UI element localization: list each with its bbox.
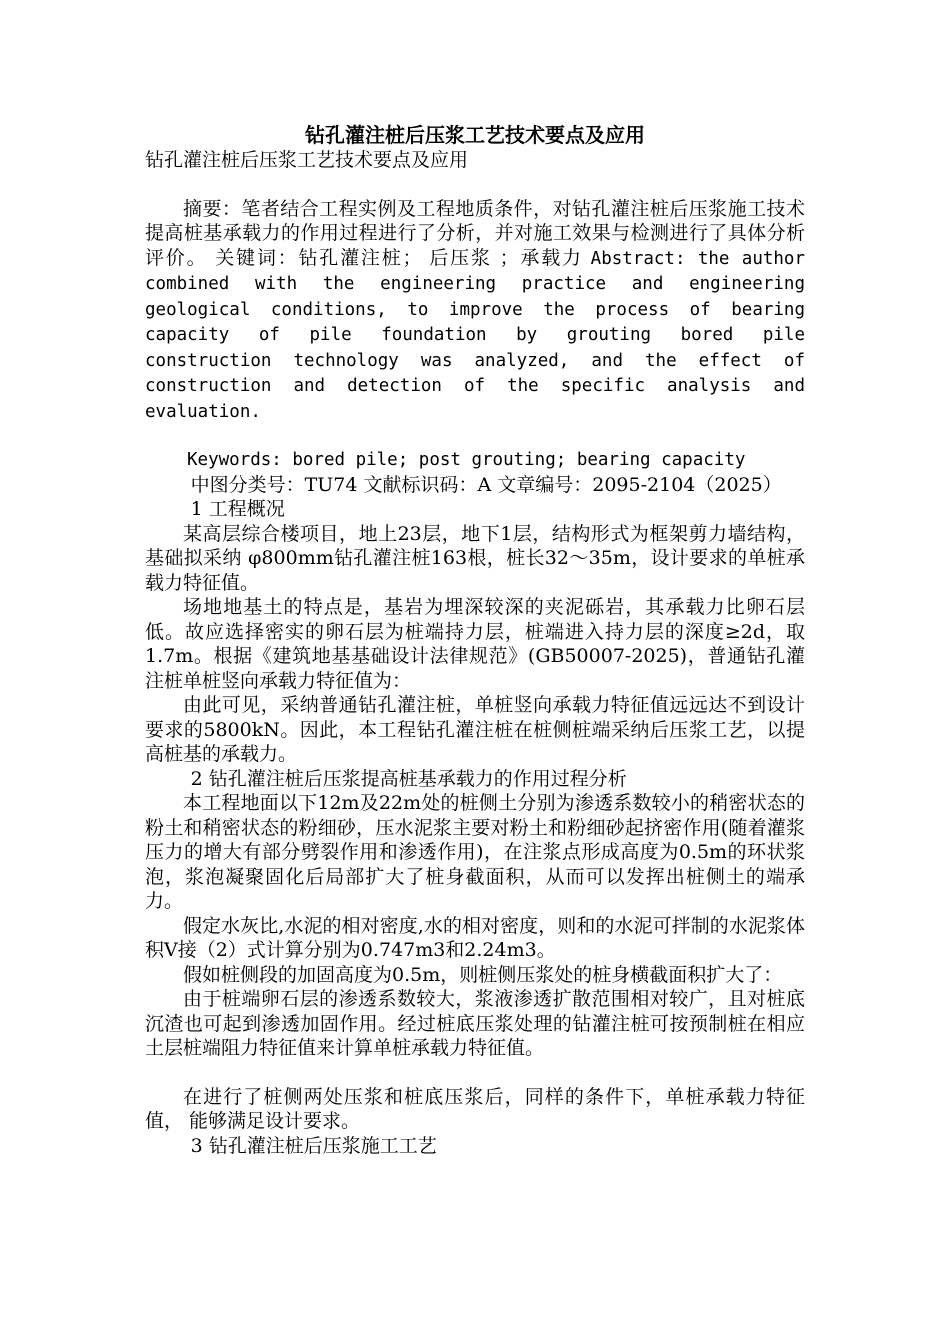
section-2-paragraph-3: 假如桩侧段的加固高度为0.5m，则桩侧压浆处的桩身横截面积扩大了： [183, 963, 783, 986]
section-2-paragraph-2: 假定水灰比,水泥的相对密度,水的相对密度，则和的水泥可拌制的水泥浆体积V接（2）式计算分别为0.747m3和2.24m3。 [145, 914, 805, 961]
classification-line: 中图分类号：TU74 文献标识码：A 文章编号：2095-2104（2025） [190, 473, 782, 496]
section-1-paragraph-1: 某高层综合楼项目，地上23层，地下1层，结构形式为框架剪力墙结构，基础拟采纳 φ800mm钻孔灌注桩163根，桩长32～35m，设计要求的单桩承载力特征值。 [145, 522, 805, 594]
abstract-cn: 摘要：笔者结合工程实例及工程地质条件，对钻孔灌注桩后压浆施工技术提高桩基承载力的作用过程进行了分析，并对施工效果与检测进行了具体分析评价。 关键词：钻孔灌注桩； 后压浆 ；承载力 [145, 197, 805, 269]
document-subtitle: 钻孔灌注桩后压浆工艺技术要点及应用 [145, 149, 469, 171]
section-1-paragraph-2: 场地地基土的特点是，基岩为埋深较深的夹泥砾岩，其承载力比卵石层低。故应选择密实的卵石层为桩端持力层，桩端进入持力层的深度≥2d，取1.7m。根据《建筑地基基础设计法律规范》(GB50007-2025)，普通钻孔灌注桩单桩竖向承载力特征值为： [145, 596, 805, 692]
section-3-heading: 3 钻孔灌注桩后压浆施工工艺 [190, 1134, 437, 1157]
section-1-heading: 1 工程概况 [190, 498, 285, 520]
section-2-paragraph-4: 由于桩端卵石层的渗透系数较大，浆液渗透扩散范围相对较广，且对桩底沉渣也可起到渗透加固作用。经过桩底压浆处理的钻灌注桩可按预制桩在相应土层桩端阻力特征值来计算单桩承载力特征值。 [145, 988, 805, 1059]
keywords-en: Keywords: bored pile; post grouting; bearing capacity [187, 450, 746, 470]
spacer [145, 424, 805, 448]
abstract-paragraph [145, 197, 805, 425]
spacer [145, 173, 805, 197]
section-1-paragraph-3: 由此可见，采纳普通钻孔灌注桩，单桩竖向承载力特征值远远达不到设计要求的5800kN。因此，本工程钻孔灌注桩在桩侧桩端采纳后压浆工艺，以提高桩基的承载力。 [145, 694, 805, 765]
section-2-heading: 2 钻孔灌注桩后压浆提高桩基承载力的作用过程分析 [190, 767, 627, 790]
document-body [145, 122, 805, 1158]
section-2-paragraph-1: 本工程地面以下12m及22m处的桩侧土分别为渗透系数较小的稍密状态的粉土和稍密状态的粉细砂，压水泥浆主要对粉土和粉细砂起挤密作用(随着灌浆压力的增大有部分劈裂作用和渗透作用)，在注浆点形成高度为0.5m的环状浆泡，浆泡凝聚固化后局部扩大了桩身截面积，从而可以发挥出桩侧土的端承力。 [145, 792, 805, 912]
abstract-en: Abstract: the author combined with the engineering practice and engineering geological conditions, to improve the process of bearing capacity of pile foundation by grouting bored pile construction technology was analyzed, and the effect of construction and detection of the specific analysis and evaluation. [145, 248, 805, 422]
section-2-paragraph-5: 在进行了桩侧两处压浆和桩底压浆后，同样的条件下，单桩承载力特征值， 能够满足设计要求。 [145, 1085, 805, 1132]
document-title: 钻孔灌注桩后压浆工艺技术要点及应用 [305, 123, 645, 147]
spacer [145, 1061, 805, 1085]
